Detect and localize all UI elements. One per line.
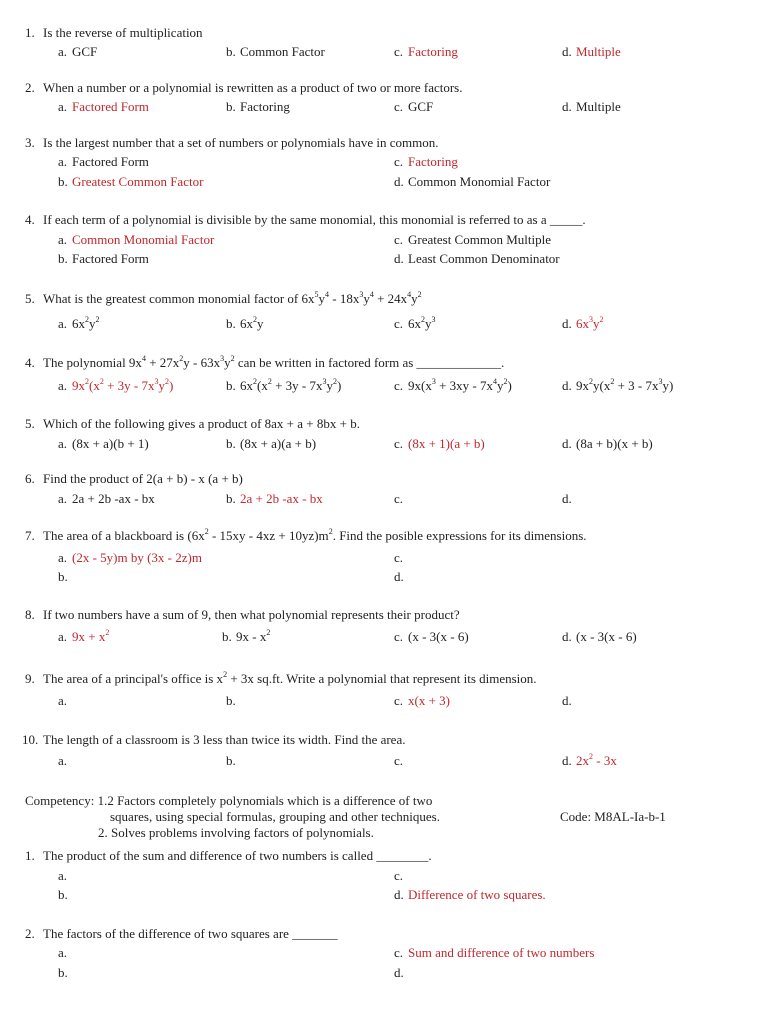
q2-option-b[interactable]: b. Factoring — [226, 99, 290, 114]
p2q2-option-b[interactable]: b. — [58, 965, 68, 980]
q10-option-c[interactable]: c. (x - 3(x - 6) — [394, 629, 469, 644]
competency-line-3: 2. Solves problems involving factors of polynomials. — [98, 825, 374, 840]
q7-option-d[interactable]: d. (8a + b)(x + b) — [562, 436, 653, 451]
question-12: 10. The length of a classroom is 3 less than twice its width. Find the area. — [22, 732, 406, 747]
question-10: 8. If two numbers have a sum of 9, then what polynomial represents their product? — [25, 607, 460, 622]
q2-option-a[interactable]: a. Factored Form — [58, 99, 149, 114]
q3-option-c[interactable]: c. Factoring — [394, 154, 458, 169]
q8-option-c[interactable]: c. — [394, 491, 404, 506]
q10-option-a[interactable]: a. $9x + x^2$ — [58, 627, 110, 644]
p2q2-option-d[interactable]: d. — [394, 965, 404, 980]
p2q1-option-b[interactable]: b. — [58, 887, 68, 902]
q11-option-d[interactable]: d. — [562, 693, 572, 708]
q2-option-c[interactable]: c. GCF — [394, 99, 434, 114]
q6-option-c[interactable]: c. $9x(x^3 + 3xy - 7x^4y^2)$ — [394, 376, 512, 393]
q3-option-b[interactable]: b. Greatest Common Factor — [58, 174, 204, 189]
q5-option-d[interactable]: d. $6x^3y^2$ — [562, 314, 604, 331]
question-11: 9. The area of a principal's office is $x^2 + 3x$ sq.ft. Write a polynomial that represent its dimension. — [25, 669, 537, 686]
q11-option-a[interactable]: a. — [58, 693, 68, 708]
q3-option-d[interactable]: d. Common Monomial Factor — [394, 174, 551, 189]
question-8: 6. Find the product of 2(a + b) - x (a + b) — [25, 471, 243, 486]
p2q1-option-c[interactable]: c. — [394, 868, 404, 883]
p2q2-option-a[interactable]: a. — [58, 945, 68, 960]
question-7: 5. Which of the following gives a product of 8ax + a + 8bx + b. — [25, 416, 360, 431]
question-5: 5. What is the greatest common monomial factor of $6x^5y^4 - 18x^3y^4 + 24x^4y^2$ — [25, 289, 422, 306]
question-6: 4. The polynomial $9x^4 + 27x^2y - 63x^3y^2$ can be written in factored form as _____________. — [25, 353, 505, 370]
part2-question-1: 1. The product of the sum and difference of two numbers is called ________. — [25, 848, 432, 863]
q8-option-d[interactable]: d. — [562, 491, 572, 506]
q1-option-a[interactable]: a. GCF — [58, 44, 98, 59]
question-3: 3. Is the largest number that a set of numbers or polynomials have in common. — [25, 135, 439, 150]
q3-option-a[interactable]: a. Factored Form — [58, 154, 149, 169]
q12-option-a[interactable]: a. — [58, 753, 68, 768]
q1-option-c[interactable]: c. Factoring — [394, 44, 458, 59]
q5-option-a[interactable]: a. $6x^2y^2$ — [58, 314, 100, 331]
q6-option-b[interactable]: b. $6x^2(x^2 + 3y - 7x^3y^2)$ — [226, 376, 342, 393]
q12-option-b[interactable]: b. — [226, 753, 236, 768]
q11-option-c[interactable]: c. x(x + 3) — [394, 693, 450, 708]
p2q1-option-d[interactable]: d. Difference of two squares. — [394, 887, 546, 902]
q6-option-a[interactable]: a. $9x^2(x^2 + 3y - 7x^3y^2)$ — [58, 376, 174, 393]
q12-option-c[interactable]: c. — [394, 753, 404, 768]
q4-option-c[interactable]: c. Greatest Common Multiple — [394, 232, 551, 247]
q1-option-b[interactable]: b. Common Factor — [226, 44, 325, 59]
q4-option-b[interactable]: b. Factored Form — [58, 251, 149, 266]
q5-option-b[interactable]: b. $6x^2y$ — [226, 314, 264, 331]
question-4: 4. If each term of a polynomial is divisible by the same monomial, this monomial is referred to as a _____. — [25, 212, 586, 227]
q8-option-b[interactable]: b. 2a + 2b -ax - bx — [226, 491, 323, 506]
question-9: 7. The area of a blackboard is $(6x^2 - 15xy - 4xz + 10yz)m^2$. Find the posible expressions for its dimensions. — [25, 526, 587, 543]
q9-option-a[interactable]: a. (2x - 5y)m by (3x - 2z)m — [58, 550, 202, 565]
p2q1-option-a[interactable]: a. — [58, 868, 68, 883]
competency-code: Code: M8AL-Ia-b-1 — [560, 809, 666, 824]
competency-line-2: squares, using special formulas, grouping and other techniques. — [110, 809, 440, 824]
q2-option-d[interactable]: d. Multiple — [562, 99, 621, 114]
question-1: 1. Is the reverse of multiplication — [25, 25, 203, 40]
competency-line-1: Competency: 1.2 Factors completely polynomials which is a difference of two — [25, 793, 433, 808]
q9-option-d[interactable]: d. — [394, 569, 404, 584]
p2q2-option-c[interactable]: c. Sum and difference of two numbers — [394, 945, 595, 960]
q10-option-b[interactable]: b. $9x - x^2$ — [222, 627, 271, 644]
q4-option-a[interactable]: a. Common Monomial Factor — [58, 232, 215, 247]
q7-option-a[interactable]: a. (8x + a)(b + 1) — [58, 436, 149, 451]
q11-option-b[interactable]: b. — [226, 693, 236, 708]
q9-option-b[interactable]: b. — [58, 569, 68, 584]
q10-option-d[interactable]: d. (x - 3(x - 6) — [562, 629, 637, 644]
q7-option-b[interactable]: b. (8x + a)(a + b) — [226, 436, 317, 451]
q1-option-d[interactable]: d. Multiple — [562, 44, 621, 59]
q6-option-d[interactable]: d. $9x^2y(x^2 + 3 - 7x^3y)$ — [562, 376, 674, 393]
q12-option-d[interactable]: d. $2x^2 - 3x$ — [562, 751, 617, 768]
question-2: 2. When a number or a polynomial is rewritten as a product of two or more factors. — [25, 80, 463, 95]
part2-question-2: 2. The factors of the difference of two squares are _______ — [25, 926, 338, 941]
q4-option-d[interactable]: d. Least Common Denominator — [394, 251, 560, 266]
q8-option-a[interactable]: a. 2a + 2b -ax - bx — [58, 491, 155, 506]
q5-option-c[interactable]: c. $6x^2y^3$ — [394, 314, 436, 331]
q9-option-c[interactable]: c. — [394, 550, 404, 565]
q7-option-c[interactable]: c. (8x + 1)(a + b) — [394, 436, 485, 451]
